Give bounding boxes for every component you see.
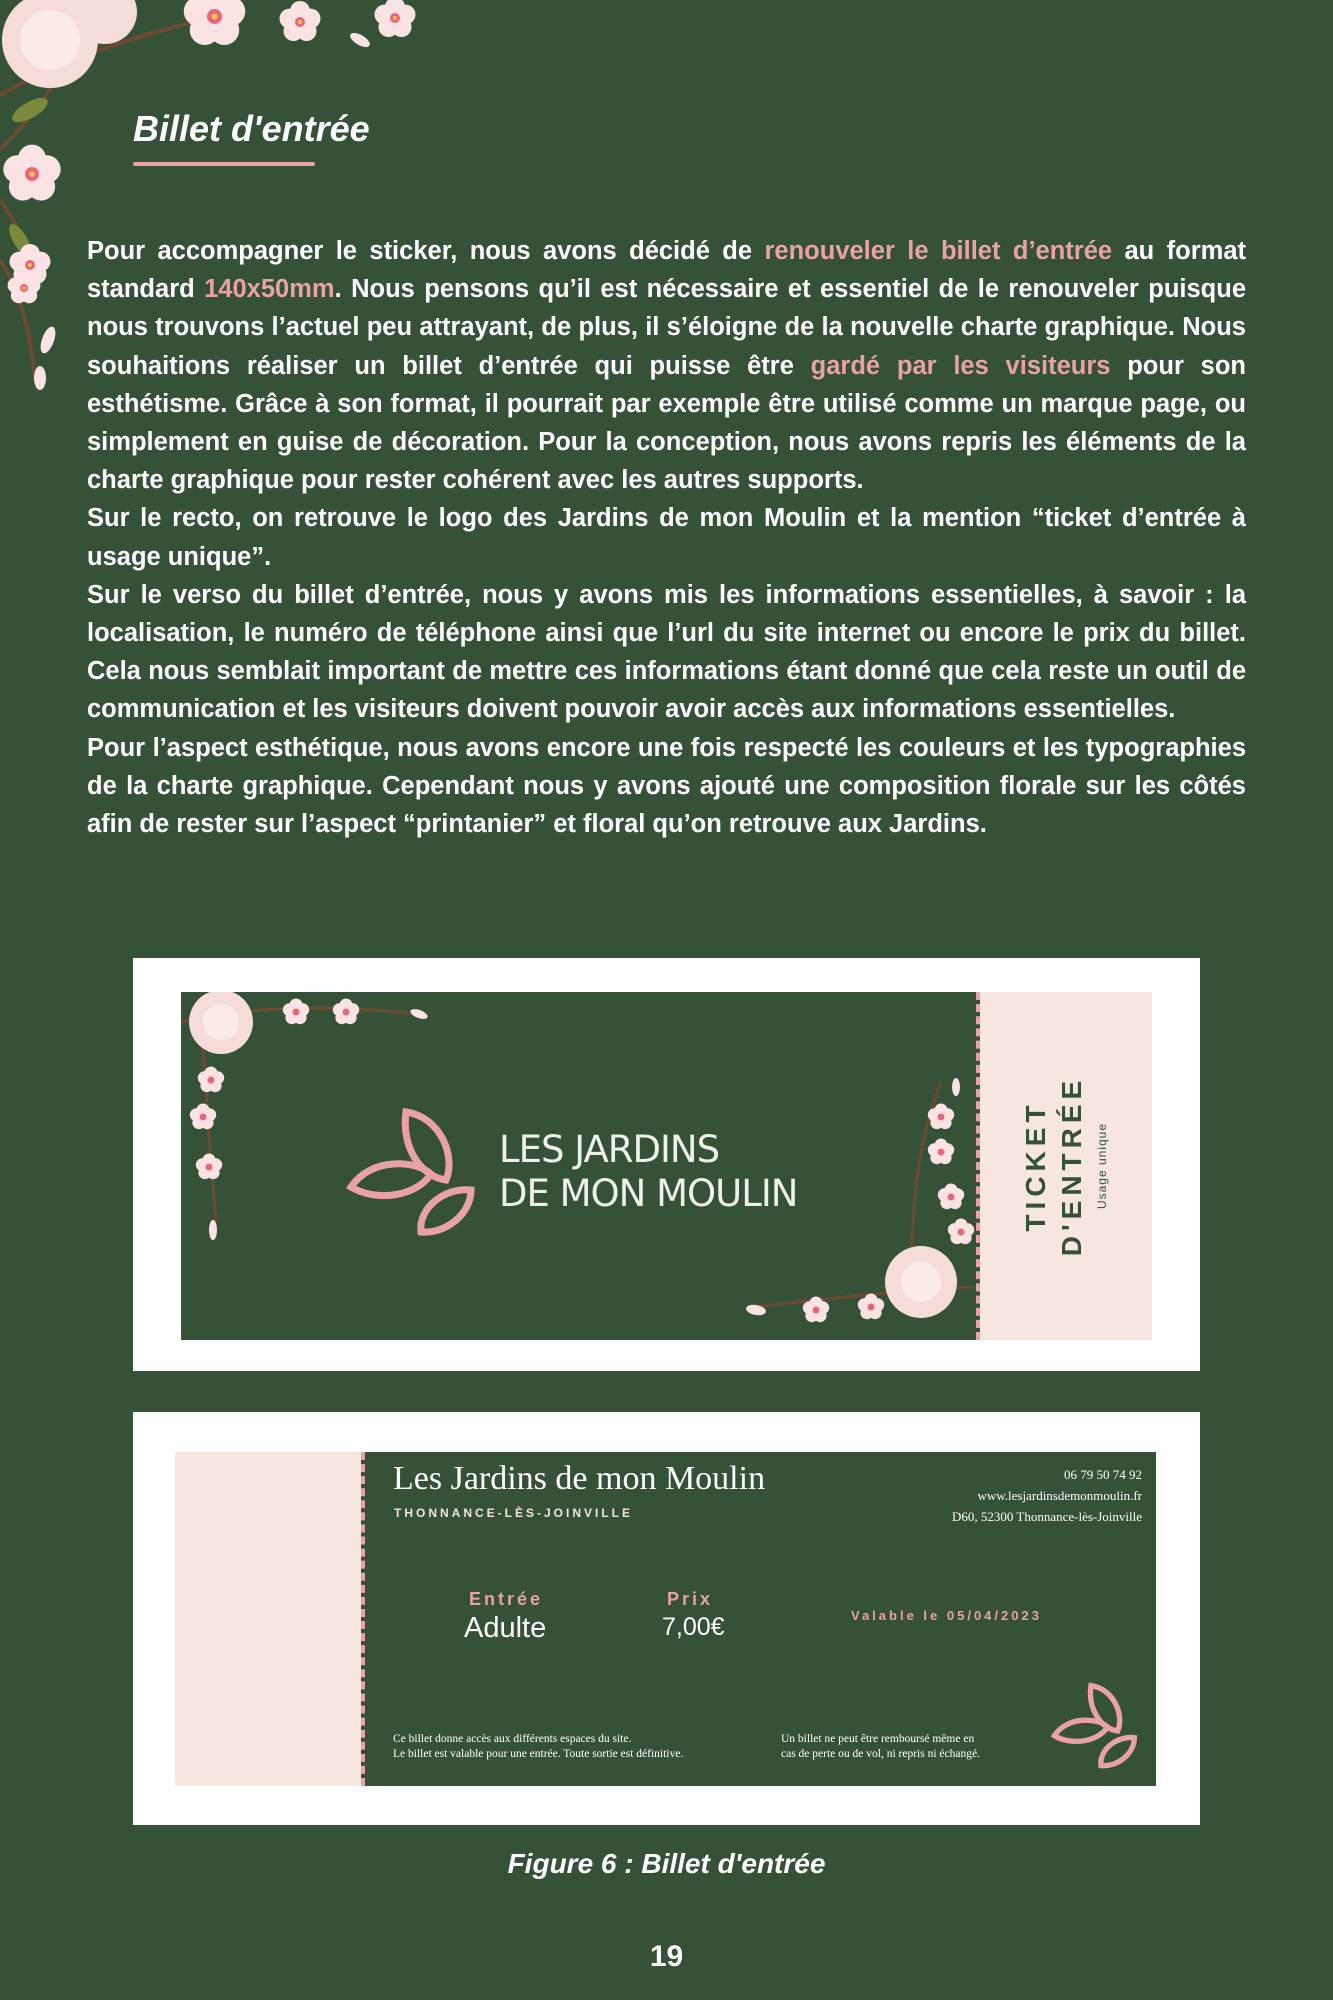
- logo-leaves-icon: [1051, 1674, 1151, 1774]
- fine-print-left: Ce billet donne accès aux différents espaces du site. Le billet est valable pour une entrée. Toute sortie est définitive.: [393, 1733, 684, 1760]
- ticket-verso-frame: [133, 1412, 1200, 1825]
- contact-block: [952, 1464, 1142, 1527]
- stub-subtitle: Usage unique: [1095, 1122, 1109, 1210]
- postal-address: D60, 52300 Thonnance-lès-Joinville: [951, 1509, 1142, 1524]
- phone-number: 06 79 50 74 92: [1064, 1467, 1142, 1482]
- section-title: Billet d'entrée: [133, 108, 370, 149]
- page-number: 19: [649, 1940, 684, 1973]
- validity-date: Valable le 05/04/2023: [851, 1608, 1042, 1623]
- ticket-recto-main: [181, 992, 980, 1340]
- body-text: [87, 232, 1246, 843]
- entry-label: Entrée: [469, 1589, 544, 1609]
- fine-print-right: Un billet ne peut être remboursé même en cas de perte ou de vol, ni repris ni échangé.: [781, 1733, 980, 1760]
- price-value: 7,00€: [662, 1613, 725, 1641]
- figure-caption: Figure 6 : Billet d'entrée: [507, 1848, 826, 1879]
- paragraph-recto: Sur le recto, on retrouve le logo des Jardins de mon Moulin et la mention “ticket d’entrée à usage unique”.: [87, 504, 1246, 571]
- highlight-renew-ticket: renouveler le billet d’entrée: [764, 237, 1113, 265]
- entry-value: Adulte: [464, 1612, 547, 1644]
- ticket-verso-main: [361, 1452, 1156, 1786]
- ticket-recto-stub: [980, 992, 1152, 1340]
- venue-town: THONNANCE-LÈS-JOINVILLE: [394, 1506, 634, 1520]
- paragraph-intro: Pour accompagner le sticker, nous avons décidé de renouveler le billet d’entrée au format standard 140x50mm. Nous pensons qu’il est nécessaire et essentiel de le renouveler puisque nous trouvons l’actuel peu attrayant, de plus, il s’éloigne de la nouvelle charte graphique. Nous souhaitions réaliser un billet d’entrée qui puisse être gardé par les visiteurs pour son esthétisme. Grâce à son format, il pourrait par exemple être utilisé comme un marque page, ou simplement en guise de décoration. Pour la conception, nous avons repris les éléments de la charte graphique pour rester cohérent avec les autres supports.: [87, 237, 1246, 495]
- ticket-verso-stub: [175, 1452, 361, 1786]
- highlight-format: 140x50mm: [204, 275, 335, 304]
- logo-text-line1: LES JARDINS: [499, 1128, 720, 1171]
- logo-leaves-icon: [346, 1102, 496, 1237]
- logo-text-line2: DE MON MOULIN: [499, 1172, 798, 1215]
- website-url: www.lesjardinsdemonmoulin.fr: [977, 1488, 1142, 1503]
- paragraph-verso: Sur le verso du billet d’entrée, nous y avons mis les informations essentielles, à savoir : la localisation, le numéro de téléphone ainsi que l’url du site internet ou encore le prix du billet. Cela nous semblait important de mettre ces informations étant donné que cela reste un outil de communication et les visiteurs doivent pouvoir avoir accès aux informations essentielles.: [87, 580, 1246, 724]
- highlight-kept-by-visitors: gardé par les visiteurs: [810, 351, 1111, 380]
- title-underline: [133, 162, 315, 166]
- venue-name: Les Jardins de mon Moulin: [393, 1460, 766, 1497]
- paragraph-aesthetics: Pour l’aspect esthétique, nous avons encore une fois respecté les couleurs et les typographies de la charte graphique. Cependant nous y avons ajouté une composition florale sur les côtés afin de rester sur l’aspect “printanier” et floral qu’on retrouve aux Jardins.: [87, 733, 1246, 839]
- perforation-line: [361, 1452, 365, 1786]
- ticket-recto-frame: [133, 958, 1200, 1371]
- price-label: Prix: [667, 1589, 714, 1609]
- stub-title: TICKET D'ENTRÉE: [1020, 1075, 1087, 1257]
